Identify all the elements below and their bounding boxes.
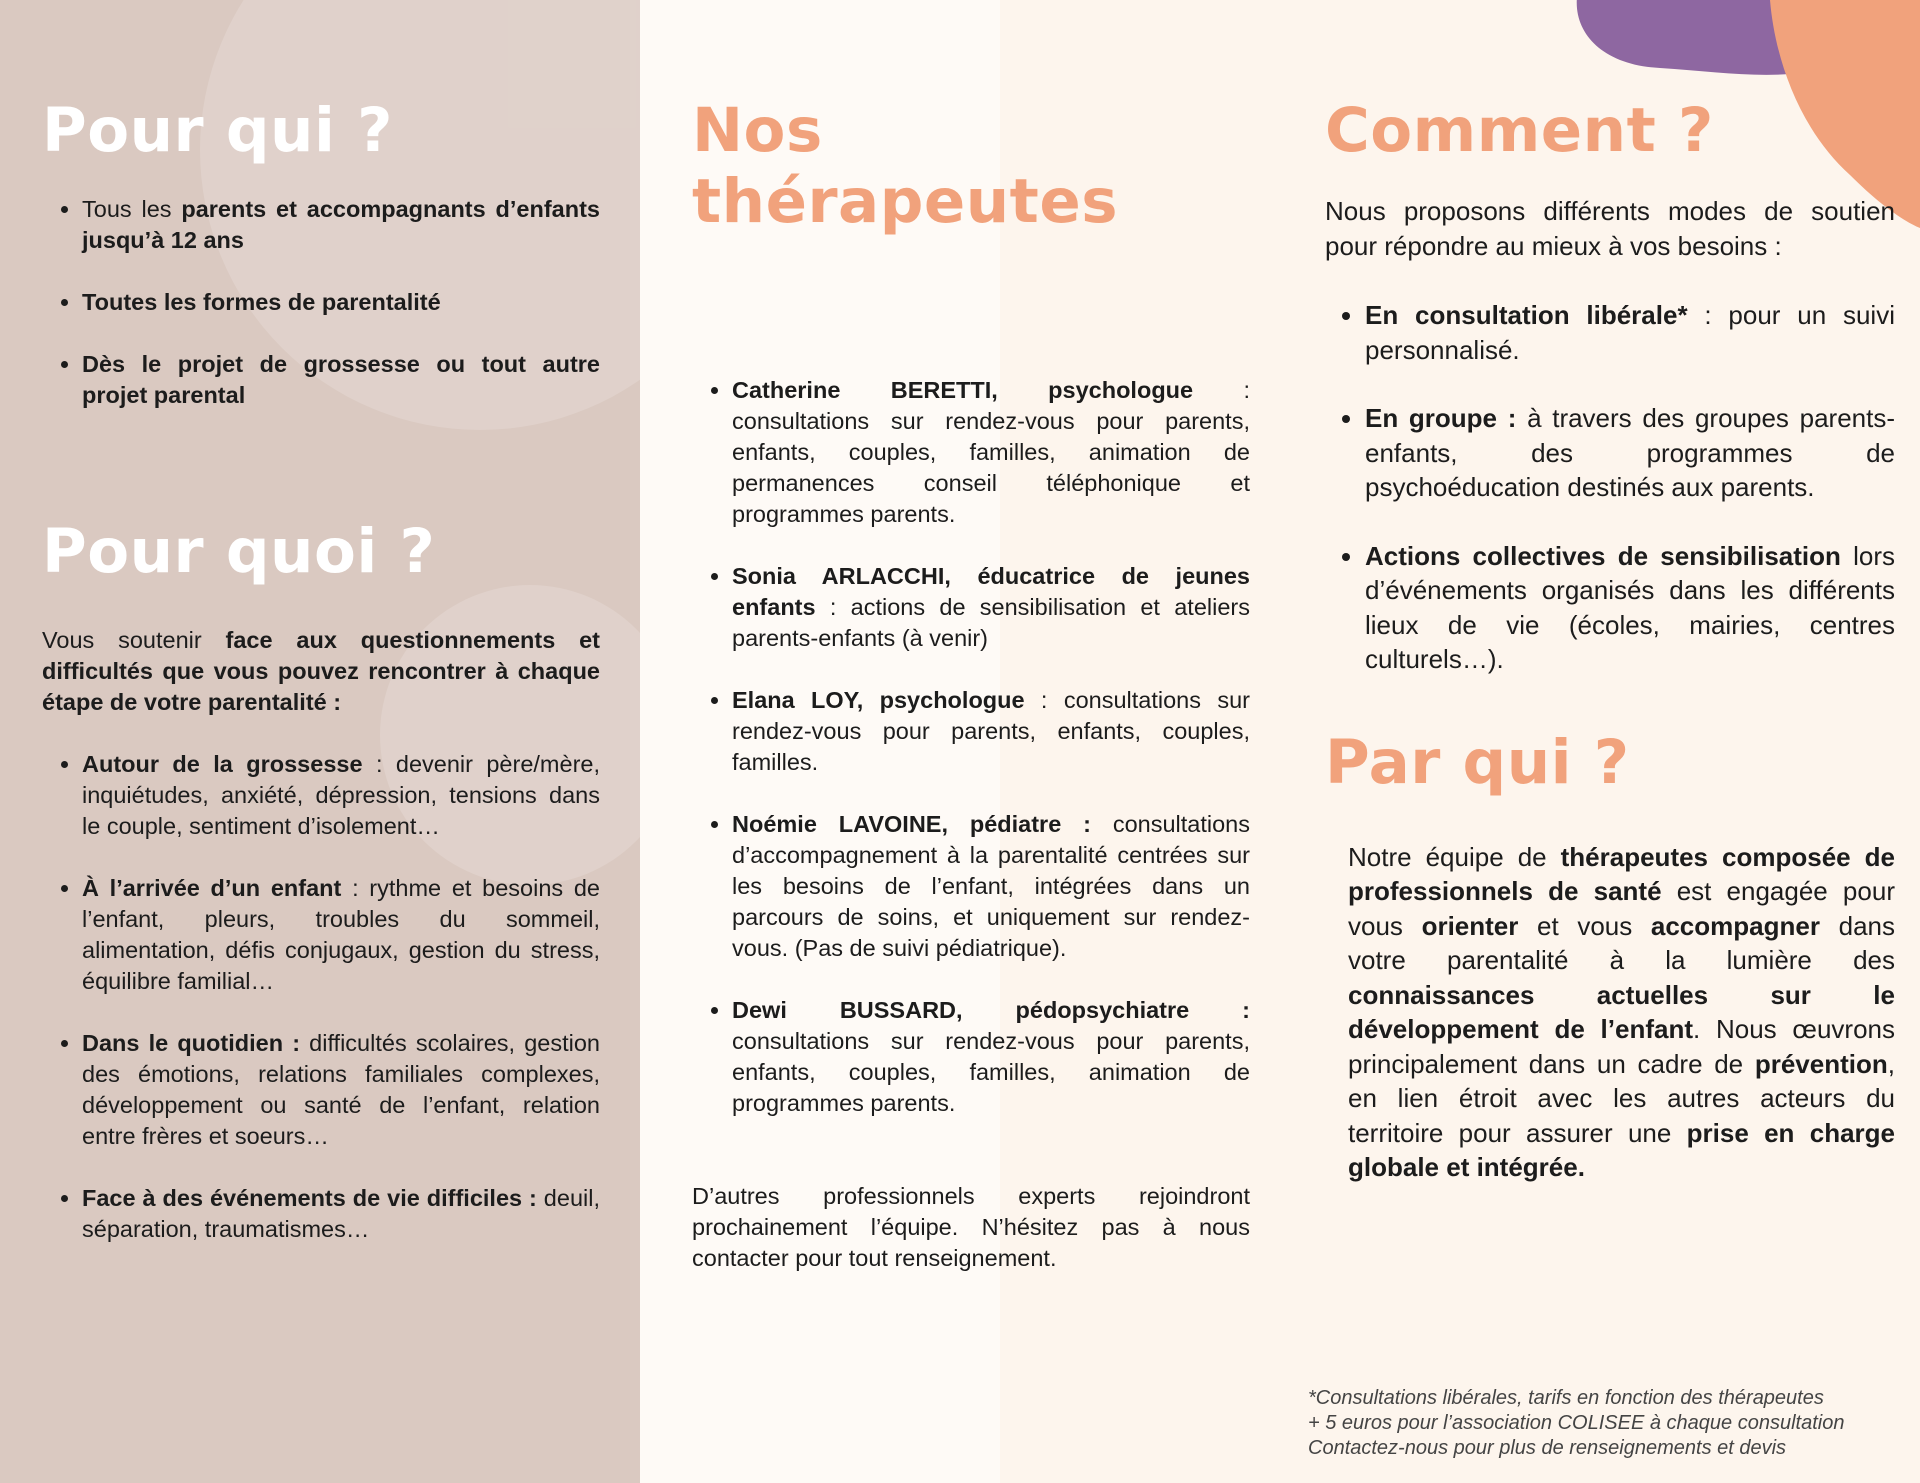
list-item: • Dans le quotidien : difficultés scolaires, gestion des émotions, relations familiales complexes, développement ou santé de l’enfant, relation entre frères et soeurs… bbox=[82, 1028, 600, 1152]
therapist-item: • Dewi BUSSARD, pédopsychiatre : consultations sur rendez-vous pour parents, enfants, couples, familles, animation de programmes parents. bbox=[732, 995, 1250, 1119]
list-item: • À l’arrivée d’un enfant : rythme et besoins de l’enfant, pleurs, troubles du sommeil, alimentation, défis conjugaux, gestion du stress, équilibre familial… bbox=[82, 873, 600, 997]
mode-item: • Actions collectives de sensibilisation lors d’événements organisés dans les différents lieux de vie (écoles, mairies, centres culturels…). bbox=[1365, 539, 1895, 677]
footnote-line: Contactez-nous pour plus de renseignements et devis bbox=[1308, 1437, 1787, 1459]
footnote bbox=[1308, 1386, 1908, 1461]
mode-item: • En consultation libérale* : pour un suivi personnalisé. bbox=[1365, 298, 1895, 367]
pour-quoi-intro: Vous soutenir face aux questionnements et difficultés que vous pouvez rencontrer à chaque étape de votre parentalité : bbox=[42, 627, 600, 715]
footnote-line: + 5 euros pour l’association COLISEE à chaque consultation bbox=[1308, 1412, 1845, 1434]
par-qui-title: Par qui ? bbox=[1325, 726, 1630, 798]
comment-intro: Nous proposons différents modes de soutien pour répondre au mieux à vos besoins : bbox=[1325, 196, 1895, 261]
mode-item: • En groupe : à travers des groupes parents-enfants, des programmes de psychoéducation destinés aux parents. bbox=[1365, 401, 1895, 505]
pour-qui-title: Pour qui ? bbox=[42, 95, 393, 166]
list-item: • Toutes les formes de parentalité bbox=[82, 287, 600, 318]
list-item: • Dès le projet de grossesse ou tout autre projet parental bbox=[82, 349, 600, 411]
par-qui-paragraph: Notre équipe de thérapeutes composée de professionnels de santé est engagée pour vous orienter et vous accompagner dans votre parentalité à la lumière des connaissances actuelles sur le développement de l’enfant. Nous œuvrons principalement dans un cadre de prévention, en lien étroit avec les autres acteurs du territoire pour assurer une prise en charge globale et intégrée. bbox=[1348, 841, 1896, 1182]
left-panel bbox=[0, 0, 640, 1483]
right-panel bbox=[1280, 0, 1920, 1483]
pour-quoi-list bbox=[42, 749, 600, 1245]
therapist-item: • Elana LOY, psychologue : consultations sur rendez-vous pour parents, enfants, couples, familles. bbox=[732, 685, 1250, 778]
list-item: • Face à des événements de vie difficiles : deuil, séparation, traumatismes… bbox=[82, 1183, 600, 1245]
therapist-item: • Catherine BERETTI, psychologue : consultations sur rendez-vous pour parents, enfants, couples, familles, animation de permanences conseil téléphonique et programmes parents. bbox=[732, 375, 1250, 530]
list-item: • Tous les parents et accompagnants d’enfants jusqu’à 12 ans bbox=[82, 194, 600, 256]
list-item: • Autour de la grossesse : devenir père/mère, inquiétudes, anxiété, dépression, tensions dans le couple, sentiment d’isolement… bbox=[82, 749, 600, 842]
therapeutes-title: Nos thérapeutes bbox=[692, 95, 1119, 237]
modes-list bbox=[1325, 298, 1895, 677]
therapist-item: • Sonia ARLACCHI, éducatrice de jeunes enfants : actions de sensibilisation et ateliers parents-enfants (à venir) bbox=[732, 561, 1250, 654]
pour-qui-list bbox=[42, 194, 600, 411]
middle-panel bbox=[640, 0, 1280, 1483]
closing-paragraph: D’autres professionnels experts rejoindront prochainement l’équipe. N’hésitez pas à nous contacter pour tout renseignement. bbox=[692, 1183, 1250, 1271]
therapist-item: • Noémie LAVOINE, pédiatre : consultations d’accompagnement à la parentalité centrées sur les besoins de l’enfant, intégrées dans un parcours de soins, et uniquement sur rendez-vous. (Pas de suivi pédiatrique). bbox=[732, 809, 1250, 964]
therapists-list bbox=[692, 375, 1250, 1119]
footnote-line: *Consultations libérales, tarifs en fonction des thérapeutes bbox=[1308, 1387, 1824, 1409]
pour-quoi-title: Pour quoi ? bbox=[42, 516, 436, 587]
comment-title: Comment ? bbox=[1325, 95, 1714, 166]
